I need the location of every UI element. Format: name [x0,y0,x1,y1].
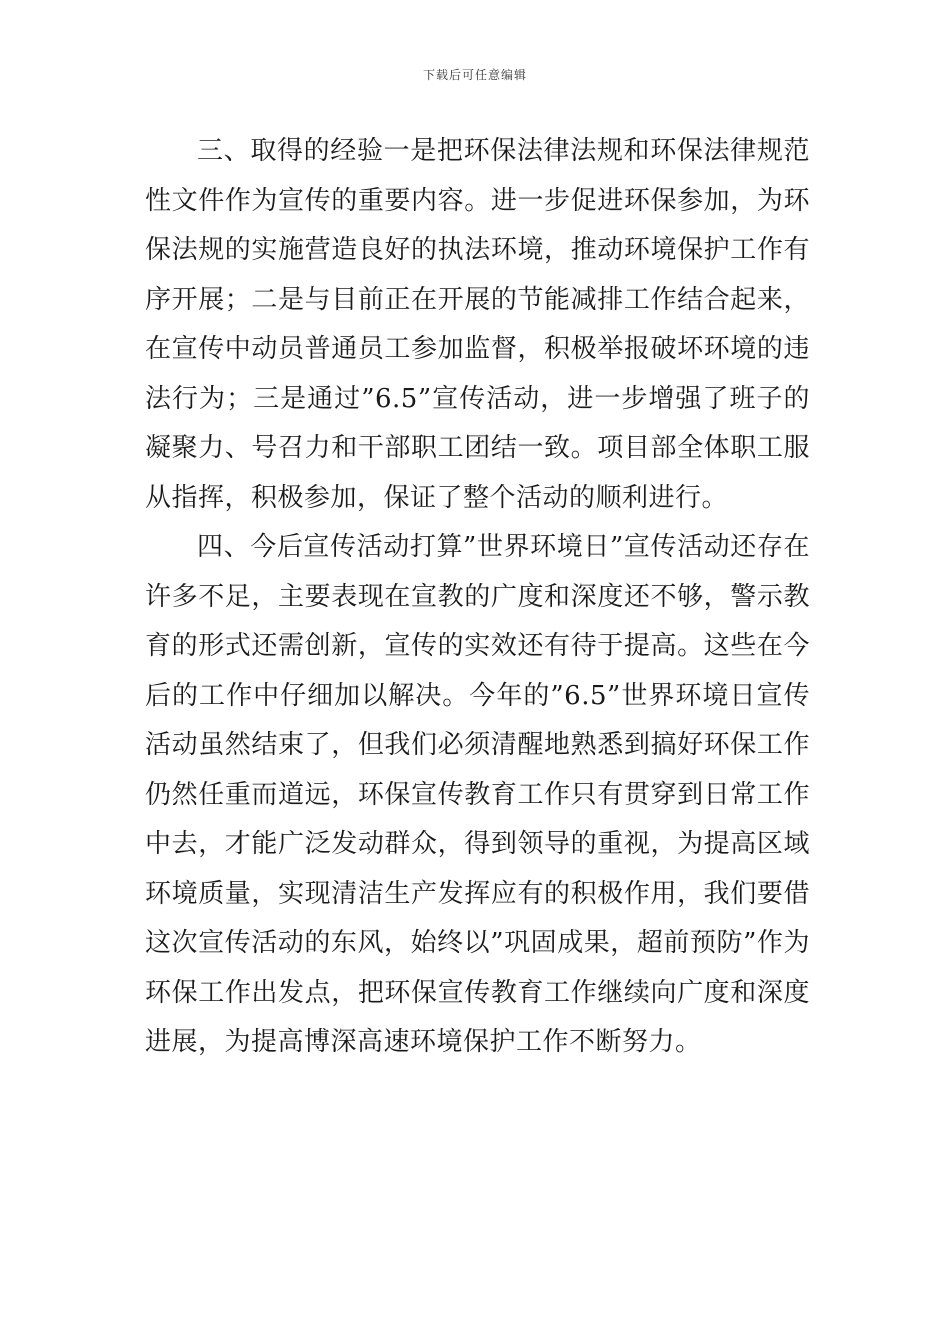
header-note: 下载后可任意编辑 [422,68,527,82]
paragraph-experience: 三、取得的经验一是把环保法律法规和环保法律规范性文件作为宣传的重要内容。进一步促进环保参加，为环保法规的实施营造良好的执法环境，推动环境保护工作有序开展；二是与目前正在开展的节能减排工作结合起来，在宣传中动员普通员工参加监督，积极举报破坏环境的违法行为；三是通过”6.5”宣传活动，进一步增强了班子的凝聚力、号召力和干部职工团结一致。项目部全体职工服从指挥，积极参加，保证了整个活动的顺利进行。 [145,136,810,513]
paragraph-future-plans: 四、今后宣传活动打算”世界环境日”宣传活动还存在许多不足，主要表现在宣教的广度和深度还不够，警示教育的形式还需创新，宣传的实效还有待于提高。这些在今后的工作中仔细加以解决。今年的”6.5”世界环境日宣传活动虽然结束了，但我们必须清醒地熟悉到搞好环保工作仍然任重而道远，环保宣传教育工作只有贯穿到日常工作中去，才能广泛发动群众，得到领导的重视，为提高区域环境质量，实现清洁生产发挥应有的积极作用，我们要借这次宣传活动的东风，始终以”巩固成果，超前预防”作为环保工作出发点，把环保宣传教育工作继续向广度和深度进展，为提高博深高速环境保护工作不断努力。 [145,532,810,1057]
document-body [145,127,810,1068]
